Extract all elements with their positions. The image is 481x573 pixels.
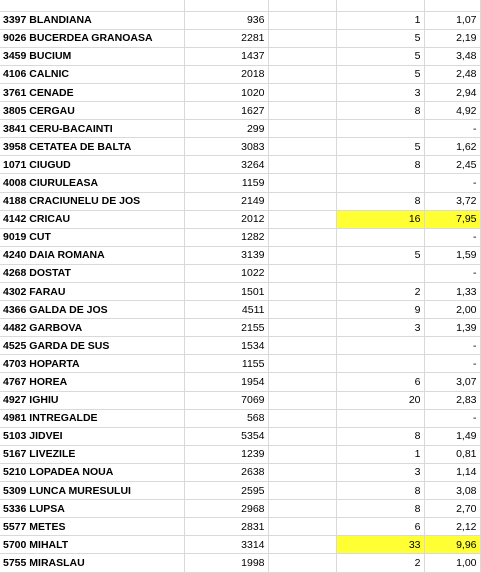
cell-rate[interactable]: 7,95 [424,210,480,228]
cell-population[interactable]: 7069 [184,391,268,409]
cell-count[interactable]: 33 [336,536,424,554]
cell-locality[interactable]: 5103 JIDVEI [0,427,184,445]
cell-locality[interactable]: 4008 CIURULEASA [0,174,184,192]
cell-count[interactable]: 20 [336,391,424,409]
cell-count[interactable] [336,174,424,192]
cell-locality[interactable]: 3841 CERU-BACAINTI [0,120,184,138]
cell-locality[interactable]: 5577 METES [0,518,184,536]
table-row[interactable] [0,355,480,373]
cell-count[interactable]: 8 [336,102,424,120]
cell-population[interactable]: 4511 [184,301,268,319]
cell-rate[interactable]: - [424,355,480,373]
cell-count[interactable]: 5 [336,65,424,83]
cell-locality[interactable]: 4366 GALDA DE JOS [0,301,184,319]
cell-rate[interactable]: 2,45 [424,156,480,174]
cell-empty[interactable] [268,264,336,282]
cell-empty[interactable] [268,192,336,210]
cell-population[interactable]: 2155 [184,319,268,337]
table-row[interactable] [0,102,480,120]
cell-rate[interactable]: 9,96 [424,536,480,554]
cell-locality[interactable]: 4981 INTREGALDE [0,409,184,427]
cell-rate[interactable] [424,0,480,11]
cell-locality[interactable]: 5167 LIVEZILE [0,445,184,463]
cell-locality[interactable]: 3958 CETATEA DE BALTA [0,138,184,156]
cell-count[interactable] [336,120,424,138]
cell-rate[interactable]: 2,00 [424,301,480,319]
cell-locality[interactable]: 4142 CRICAU [0,210,184,228]
cell-population[interactable]: 3264 [184,156,268,174]
cell-rate[interactable]: 2,48 [424,65,480,83]
table-row[interactable] [0,246,480,264]
cell-locality[interactable]: 9026 BUCERDEA GRANOASA [0,29,184,47]
cell-empty[interactable] [268,319,336,337]
cell-locality[interactable]: 4703 HOPARTA [0,355,184,373]
cell-rate[interactable]: 2,83 [424,391,480,409]
cell-empty[interactable] [268,391,336,409]
cell-empty[interactable] [268,138,336,156]
cell-population[interactable]: 2018 [184,65,268,83]
cell-count[interactable]: 2 [336,283,424,301]
cell-population[interactable]: 1022 [184,264,268,282]
cell-population[interactable]: 1239 [184,445,268,463]
cell-empty[interactable] [268,337,336,355]
cell-count[interactable]: 5 [336,29,424,47]
cell-population[interactable]: 1155 [184,355,268,373]
cell-count[interactable]: 16 [336,210,424,228]
cell-locality[interactable]: 4767 HOREA [0,373,184,391]
cell-locality[interactable]: 3459 BUCIUM [0,47,184,65]
cell-count[interactable] [336,228,424,246]
table-row[interactable] [0,409,480,427]
cell-rate[interactable]: 0,81 [424,445,480,463]
table-row[interactable] [0,373,480,391]
table-row[interactable] [0,192,480,210]
cell-rate[interactable]: 2,70 [424,500,480,518]
cell-count[interactable]: 9 [336,301,424,319]
cell-population[interactable]: 1954 [184,373,268,391]
cell-rate[interactable]: 2,19 [424,29,480,47]
cell-population[interactable]: 1282 [184,228,268,246]
cell-population[interactable]: 2831 [184,518,268,536]
cell-locality[interactable]: 4106 CALNIC [0,65,184,83]
cell-rate[interactable]: 1,14 [424,463,480,481]
cell-rate[interactable]: 3,72 [424,192,480,210]
table-row[interactable] [0,482,480,500]
cell-empty[interactable] [268,174,336,192]
cell-locality[interactable]: 4302 FARAU [0,283,184,301]
cell-population[interactable]: 2638 [184,463,268,481]
cell-count[interactable] [336,355,424,373]
cell-locality[interactable]: 5700 MIHALT [0,536,184,554]
cell-locality[interactable]: 4188 CRACIUNELU DE JOS [0,192,184,210]
cell-rate[interactable]: - [424,120,480,138]
cell-locality[interactable]: 5336 LUPSA [0,500,184,518]
cell-population[interactable]: 3314 [184,536,268,554]
cell-empty[interactable] [268,482,336,500]
cell-rate[interactable]: - [424,174,480,192]
cell-count[interactable]: 8 [336,482,424,500]
cell-population[interactable]: 3139 [184,246,268,264]
cell-empty[interactable] [268,228,336,246]
cell-population[interactable]: 1437 [184,47,268,65]
table-row[interactable] [0,47,480,65]
table-row[interactable] [0,518,480,536]
cell-count[interactable]: 6 [336,373,424,391]
cell-count[interactable]: 8 [336,192,424,210]
cell-population[interactable]: 3083 [184,138,268,156]
cell-count[interactable]: 5 [336,246,424,264]
cell-population[interactable]: 5354 [184,427,268,445]
cell-empty[interactable] [268,83,336,101]
table-row[interactable] [0,391,480,409]
cell-locality[interactable]: 4268 DOSTAT [0,264,184,282]
table-row[interactable] [0,29,480,47]
cell-rate[interactable]: 1,49 [424,427,480,445]
cell-count[interactable] [336,264,424,282]
table-row[interactable] [0,463,480,481]
cell-rate[interactable]: 1,62 [424,138,480,156]
cell-rate[interactable]: 1,33 [424,283,480,301]
table-row[interactable] [0,536,480,554]
cell-empty[interactable] [268,47,336,65]
cell-population[interactable]: 299 [184,120,268,138]
cell-locality[interactable]: 9019 CUT [0,228,184,246]
cell-count[interactable] [336,409,424,427]
cell-locality[interactable]: 5755 MIRASLAU [0,554,184,572]
cell-count[interactable]: 8 [336,156,424,174]
cell-empty[interactable] [268,536,336,554]
cell-empty[interactable] [268,500,336,518]
table-row[interactable] [0,0,480,11]
cell-empty[interactable] [268,11,336,29]
cell-population[interactable]: 936 [184,11,268,29]
cell-rate[interactable]: 4,92 [424,102,480,120]
cell-empty[interactable] [268,283,336,301]
cell-rate[interactable]: 1,00 [424,554,480,572]
cell-empty[interactable] [268,409,336,427]
cell-count[interactable]: 3 [336,83,424,101]
cell-count[interactable] [336,0,424,11]
table-row[interactable] [0,427,480,445]
cell-count[interactable]: 3 [336,319,424,337]
cell-locality[interactable]: 3761 CENADE [0,83,184,101]
cell-population[interactable]: 568 [184,409,268,427]
cell-rate[interactable]: - [424,409,480,427]
cell-rate[interactable]: 2,94 [424,83,480,101]
cell-rate[interactable]: - [424,337,480,355]
table-row[interactable] [0,554,480,572]
cell-population[interactable]: 1998 [184,554,268,572]
cell-count[interactable]: 5 [336,138,424,156]
cell-empty[interactable] [268,29,336,47]
cell-rate[interactable]: 1,59 [424,246,480,264]
table-row[interactable] [0,156,480,174]
cell-rate[interactable]: 2,12 [424,518,480,536]
cell-empty[interactable] [268,120,336,138]
cell-count[interactable]: 6 [336,518,424,536]
table-row[interactable] [0,337,480,355]
cell-count[interactable]: 5 [336,47,424,65]
cell-locality[interactable]: 4482 GARBOVA [0,319,184,337]
cell-empty[interactable] [268,246,336,264]
cell-rate[interactable]: 1,07 [424,11,480,29]
table-row[interactable] [0,228,480,246]
table-row[interactable] [0,138,480,156]
cell-population[interactable]: 1501 [184,283,268,301]
cell-population[interactable]: 2149 [184,192,268,210]
cell-locality[interactable]: 1071 CIUGUD [0,156,184,174]
table-row[interactable] [0,83,480,101]
cell-population[interactable] [184,0,268,11]
cell-empty[interactable] [268,445,336,463]
cell-population[interactable]: 1627 [184,102,268,120]
cell-population[interactable]: 1020 [184,83,268,101]
cell-population[interactable]: 2968 [184,500,268,518]
cell-population[interactable]: 1534 [184,337,268,355]
table-row[interactable] [0,445,480,463]
cell-empty[interactable] [268,156,336,174]
cell-locality[interactable]: 3805 CERGAU [0,102,184,120]
cell-count[interactable]: 1 [336,11,424,29]
cell-rate[interactable]: 3,48 [424,47,480,65]
cell-empty[interactable] [268,554,336,572]
cell-rate[interactable]: 1,39 [424,319,480,337]
table-row[interactable] [0,264,480,282]
cell-empty[interactable] [268,373,336,391]
cell-empty[interactable] [268,0,336,11]
cell-locality[interactable]: 4927 IGHIU [0,391,184,409]
cell-locality[interactable]: 4525 GARDA DE SUS [0,337,184,355]
cell-population[interactable]: 2595 [184,482,268,500]
table-row[interactable] [0,210,480,228]
table-row[interactable] [0,283,480,301]
cell-rate[interactable]: - [424,264,480,282]
cell-locality[interactable]: 4240 DAIA ROMANA [0,246,184,264]
cell-rate[interactable]: 3,08 [424,482,480,500]
table-row[interactable] [0,65,480,83]
cell-count[interactable]: 2 [336,554,424,572]
cell-population[interactable]: 2281 [184,29,268,47]
cell-population[interactable]: 1159 [184,174,268,192]
cell-count[interactable]: 8 [336,500,424,518]
cell-count[interactable]: 8 [336,427,424,445]
table-row[interactable] [0,120,480,138]
cell-locality[interactable]: 5210 LOPADEA NOUA [0,463,184,481]
table-row[interactable] [0,500,480,518]
cell-rate[interactable]: 3,07 [424,373,480,391]
table-row[interactable] [0,11,480,29]
cell-count[interactable] [336,337,424,355]
table-row[interactable] [0,319,480,337]
cell-empty[interactable] [268,427,336,445]
cell-rate[interactable]: - [424,228,480,246]
cell-count[interactable]: 3 [336,463,424,481]
table-row[interactable] [0,174,480,192]
cell-empty[interactable] [268,102,336,120]
cell-locality[interactable]: 3397 BLANDIANA [0,11,184,29]
cell-locality[interactable]: 5309 LUNCA MURESULUI [0,482,184,500]
cell-locality[interactable] [0,0,184,11]
cell-population[interactable]: 2012 [184,210,268,228]
table-row[interactable] [0,301,480,319]
cell-empty[interactable] [268,65,336,83]
cell-empty[interactable] [268,355,336,373]
cell-count[interactable]: 1 [336,445,424,463]
cell-empty[interactable] [268,210,336,228]
cell-empty[interactable] [268,301,336,319]
cell-empty[interactable] [268,463,336,481]
cell-empty[interactable] [268,518,336,536]
